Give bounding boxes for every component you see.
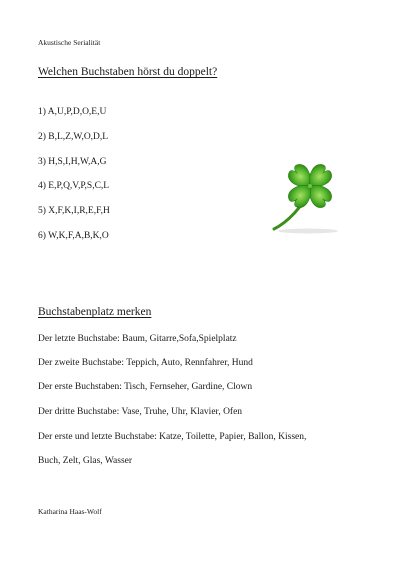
- section-title-letter-position: Buchstabenplatz merken: [38, 306, 152, 318]
- task-line: Der erste und letzte Buchstabe: Katze, Toilette, Papier, Ballon, Kissen,: [38, 432, 307, 442]
- document-header: Akustische Serialität: [38, 38, 101, 47]
- exercise-line: 5) X,F,K,I,R,E,F,H: [38, 206, 110, 216]
- task-line: Der letzte Buchstabe: Baum, Gitarre,Sofa,Spielplatz: [38, 334, 237, 344]
- exercise-line: 3) H,S,I,H,W,A,G: [38, 157, 107, 167]
- document-footer-author: Katharina Haas-Wolf: [38, 507, 102, 516]
- section-title-double-letter: Welchen Buchstaben hörst du doppelt?: [38, 66, 218, 78]
- task-line: Der zweite Buchstabe: Teppich, Auto, Rennfahrer, Hund: [38, 358, 253, 368]
- task-line: Der dritte Buchstabe: Vase, Truhe, Uhr, Klavier, Ofen: [38, 407, 243, 417]
- exercise-line: 6) W,K,F,A,B,K,O: [38, 231, 109, 241]
- exercise-line: 4) E,P,Q,V,P,S,C,L: [38, 181, 110, 191]
- task-line: Der erste Buchstaben: Tisch, Fernseher, Gardine, Clown: [38, 382, 253, 392]
- exercise-line: 2) B,L,Z,W,O,D,L: [38, 132, 109, 142]
- task-line: Buch, Zelt, Glas, Wasser: [38, 456, 133, 466]
- four-leaf-clover-icon: [268, 152, 344, 236]
- exercise-line: 1) A,U,P,D,O,E,U: [38, 107, 107, 117]
